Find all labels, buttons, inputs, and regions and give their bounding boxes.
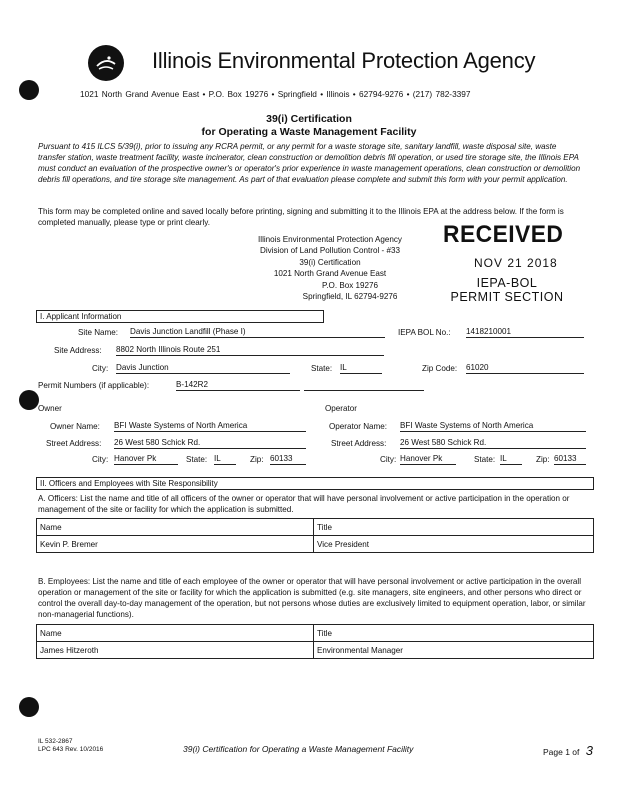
col-title-header: Title [314,519,594,536]
col-title-header: Title [314,625,594,642]
owner-zip-label: Zip: [250,455,264,464]
owner-street-label: Street Address: [46,439,102,448]
state-field[interactable]: IL [340,362,382,374]
stamp-line: PERMIT SECTION [450,290,564,304]
site-address-field[interactable]: 8802 North Illinois Route 251 [116,344,384,356]
operator-street-label: Street Address: [331,439,387,448]
permit-number-field[interactable]: B-142R2 [176,379,300,391]
site-address-label: Site Address: [54,346,102,355]
agency-address: 1021 North Grand Avenue East • P.O. Box 19276 • Springfield • Illinois • 62794-9276 • (217) 782-3397 [80,89,471,99]
mailing-address-block [210,234,450,302]
zip-label: Zip Code: [422,364,458,373]
mail-line: Illinois Environmental Protection Agency [258,235,402,244]
punch-hole-middle [19,390,39,410]
city-field[interactable]: Davis Junction [116,362,290,374]
state-label: State: [311,364,333,373]
operator-name-field[interactable]: BFI Waste Systems of North America [400,420,586,432]
bol-no-field[interactable]: 1418210001 [466,326,584,338]
employees-table [36,624,594,659]
table-row [37,536,594,553]
mail-line: 1021 North Grand Avenue East [273,269,387,279]
site-name-label: Site Name: [78,328,119,337]
officer-name-cell[interactable]: Kevin P. Bremer [37,536,314,553]
agency-logo-icon [88,45,124,81]
operator-city-label: City: [380,455,397,464]
permit-numbers-label: Permit Numbers (if applicable): [38,381,150,390]
intro-paragraph: Pursuant to 415 ILCS 5/39(i), prior to issuing any RCRA permit, or any permit for a waste storage site, sanitary landfill, waste disposal site, waste transfer station, waste treatment facility, waste incinerator, clean construction or demolition debris fill operation, or used tire storage site, the Illinois EPA must conduct an evaluation of the prospective owner's or operator's prior experience in waste management operations, clean construction or demolition debris fill operations, and tire storage site management. As part of that evaluation please complete and submit this form with your permit application. [38,142,581,184]
stamp-line: IEPA-BOL [476,276,538,290]
table-header-row [37,625,594,642]
officers-instructions: A. Officers: List the name and title of all officers of the owner or operator that will have personal involvement or active participation in the operation or management of the site or facility for which the application is submitted. [38,494,570,514]
employees-instructions: B. Employees: List the name and title of each employee of the owner or operator that will have personal involvement or active participation in the overall operation or management of the site or facility for which the application is submitted (e.g. site managers, site engineers, and other persons who direct or control the overall day-to-day management of the operation, but not persons whose duties are exclusively limited to equipment operation, labor, or similar non-managerial functions). [38,577,586,619]
employee-name-cell[interactable]: James Hitzeroth [37,642,314,659]
owner-name-field[interactable]: BFI Waste Systems of North America [114,420,306,432]
received-date: NOV 21 2018 [474,256,558,270]
owner-city-field[interactable]: Hanover Pk [114,453,178,465]
table-header-row [37,519,594,536]
operator-state-label: State: [474,455,496,464]
owner-state-label: State: [186,455,208,464]
page-number [543,743,593,758]
section-1-heading: I. Applicant Information [36,310,324,323]
online-note: This form may be completed online and saved locally before printing, signing and submitting it to the Illinois EPA at the address below. If the form is completed manually, please type or print clearly. [38,207,564,227]
owner-heading: Owner [38,404,62,413]
operator-zip-label: Zip: [536,455,550,464]
officer-title-cell[interactable]: Vice President [314,536,594,553]
owner-state-field[interactable]: IL [214,453,236,465]
agency-name: Illinois Environmental Protection Agency [152,48,536,73]
owner-zip-field[interactable]: 60133 [270,453,306,465]
operator-street-field[interactable]: 26 West 580 Schick Rd. [400,437,586,449]
operator-state-field[interactable]: IL [500,453,522,465]
zip-field[interactable]: 61020 [466,362,584,374]
form-code-2: LPC 643 Rev. 10/2016 [38,746,104,753]
mail-line: Springfield, IL 62794-9276 [302,292,398,302]
officers-table [36,518,594,553]
city-label: City: [92,364,109,373]
punch-hole-bottom [19,697,39,717]
page-label: Page 1 of [543,747,580,757]
received-stamp: RECEIVED [443,221,564,248]
table-row [37,642,594,659]
owner-city-label: City: [92,455,109,464]
mail-line: 39(i) Certification [299,257,361,267]
operator-name-label: Operator Name: [329,422,388,431]
form-code-1: IL 532-2867 [38,738,73,745]
page-total: 3 [585,743,593,758]
form-title-line2: for Operating a Waste Management Facility [201,126,417,138]
col-name-header: Name [37,519,314,536]
owner-name-label: Owner Name: [50,422,100,431]
received-section [443,276,571,304]
punch-hole-top [19,80,39,100]
operator-city-field[interactable]: Hanover Pk [400,453,456,465]
bol-no-label: IEPA BOL No.: [398,328,451,337]
form-title-line1: 39(i) Certification [266,113,352,125]
permit-number-field-2[interactable] [304,379,424,391]
site-name-field[interactable]: Davis Junction Landfill (Phase I) [130,326,385,338]
operator-heading: Operator [325,404,357,413]
section-2-heading: II. Officers and Employees with Site Responsibility [36,477,594,490]
owner-street-field[interactable]: 26 West 580 Schick Rd. [114,437,306,449]
footer-title: 39(i) Certification for Operating a Waste Management Facility [183,744,414,754]
operator-zip-field[interactable]: 60133 [554,453,586,465]
mail-line: Division of Land Pollution Control - #33 [260,246,400,256]
employee-title-cell[interactable]: Environmental Manager [314,642,594,659]
mail-line: P.O. Box 19276 [321,280,379,290]
col-name-header: Name [37,625,314,642]
